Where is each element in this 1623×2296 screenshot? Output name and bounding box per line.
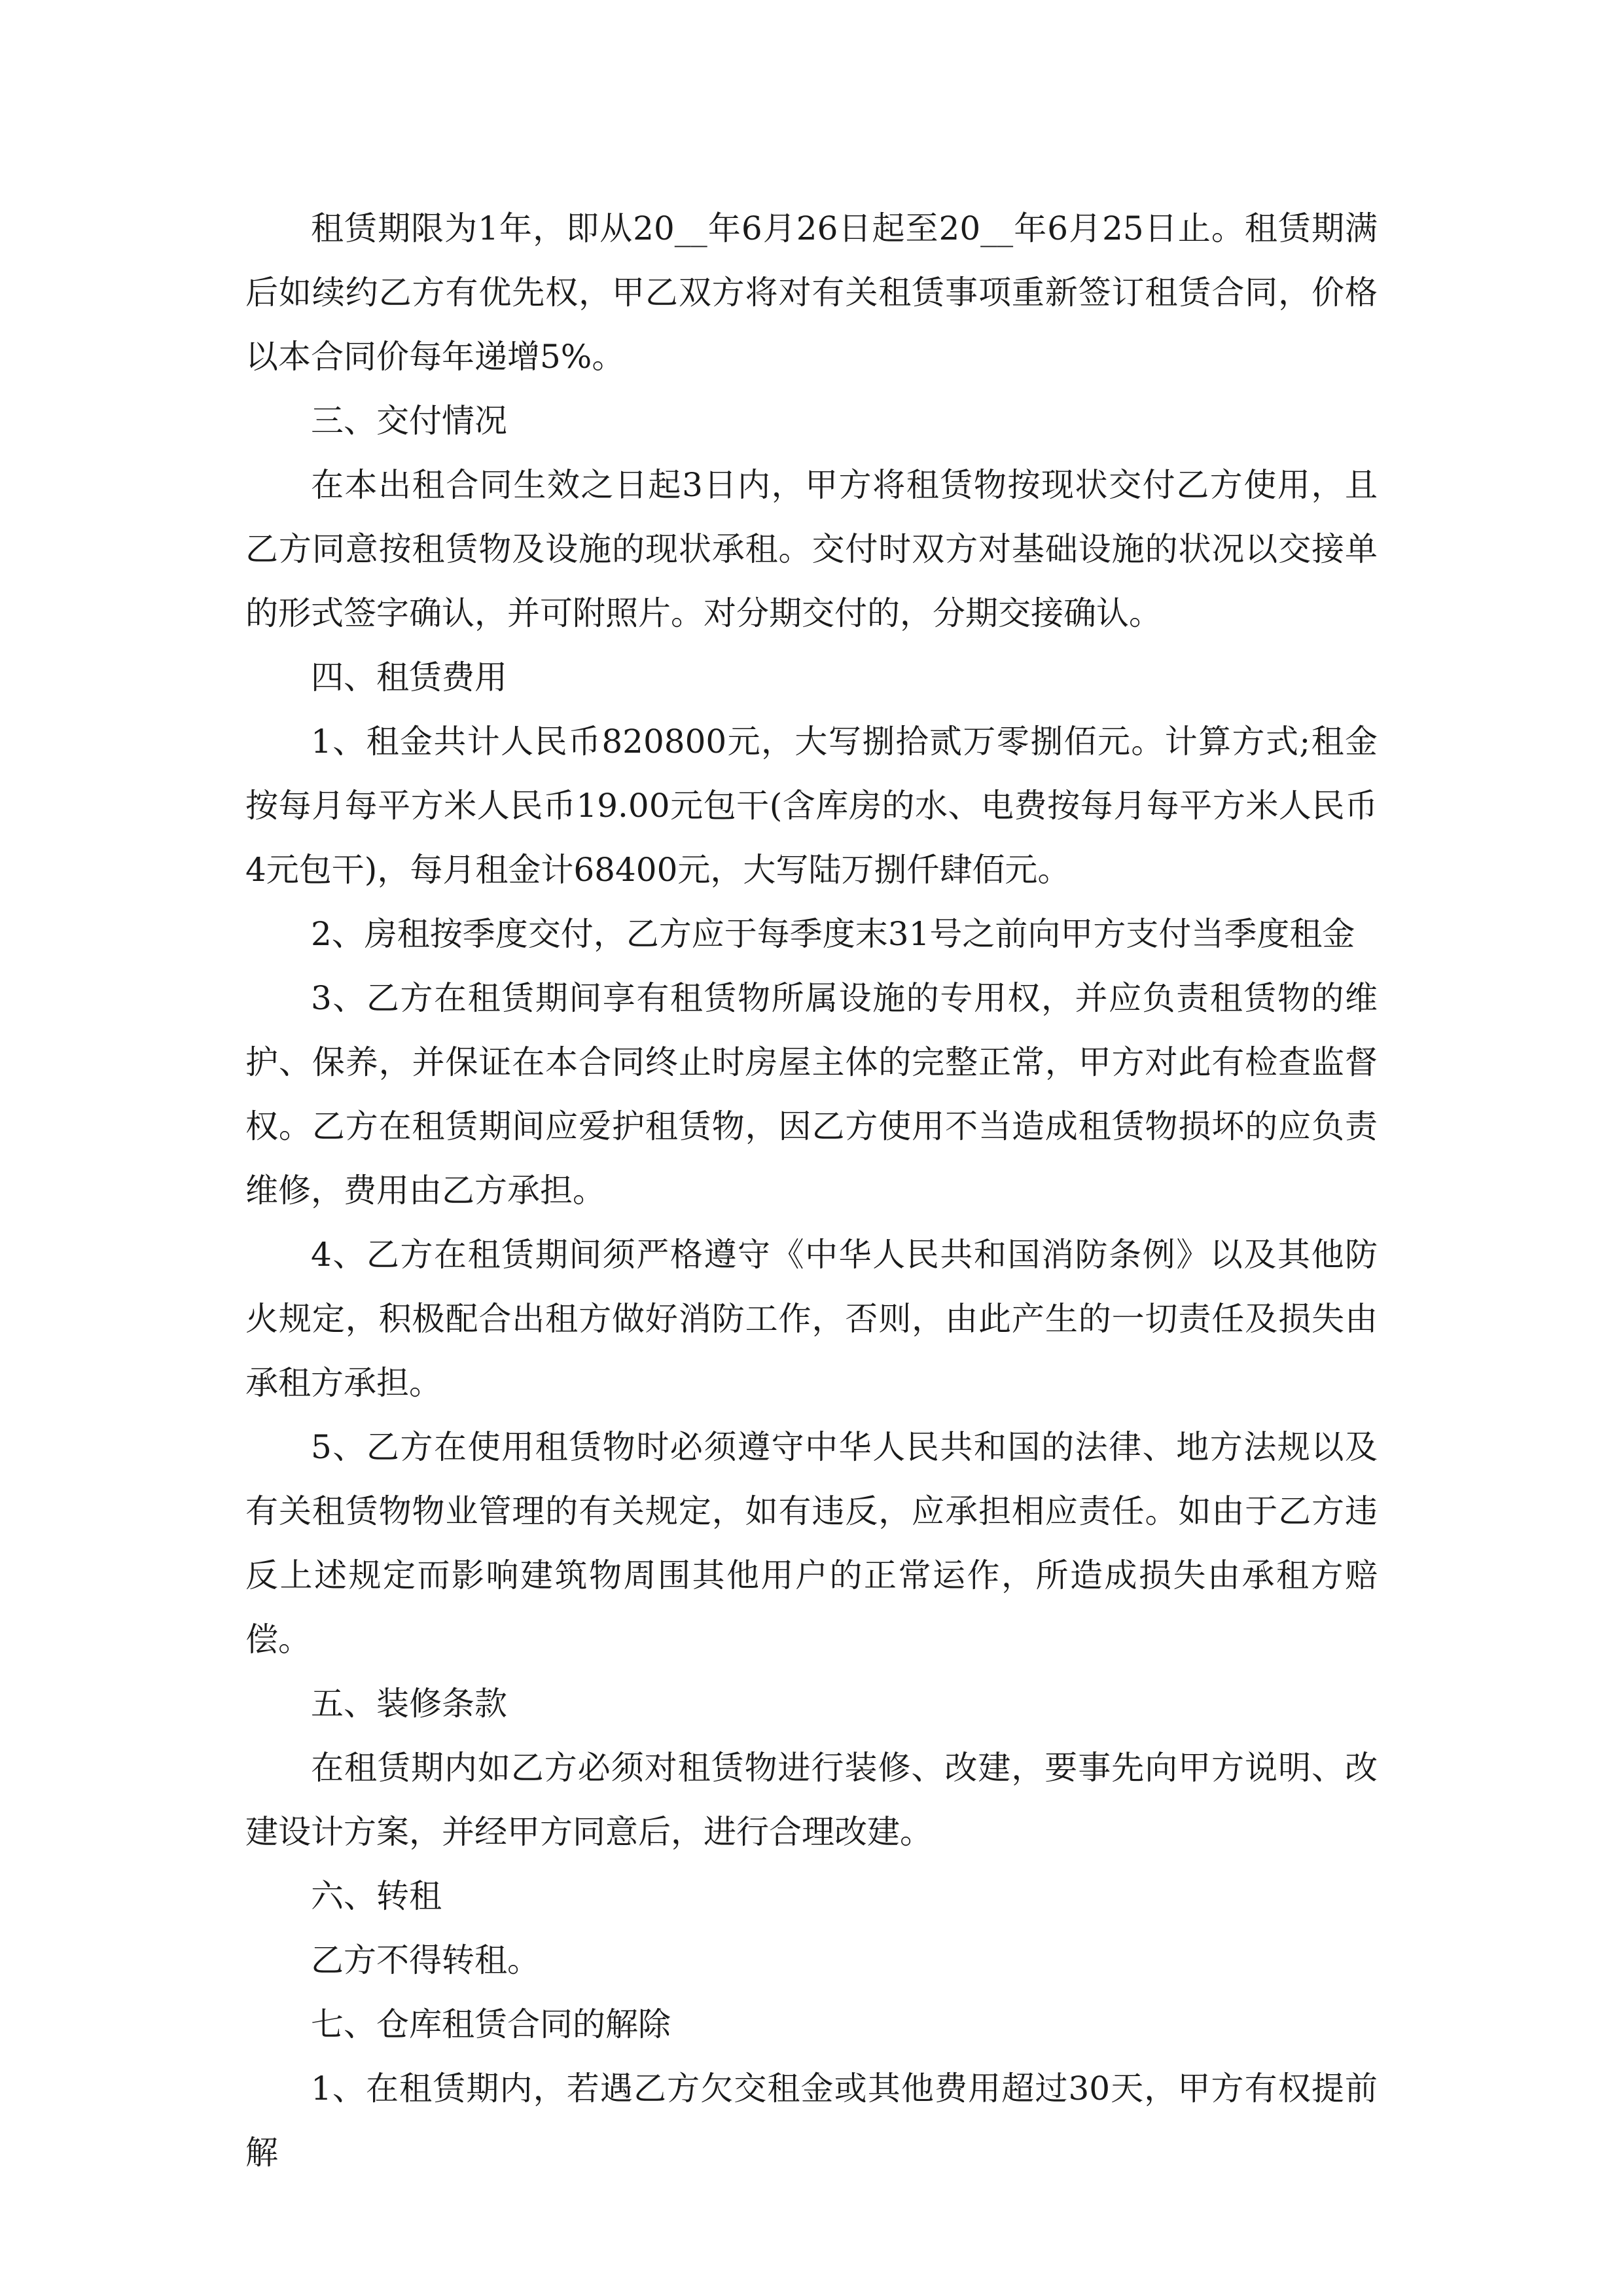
paragraph-lease-term: 租赁期限为1年，即从20__年6月26日起至20__年6月25日止。租赁期满后如续约乙方有优先权，甲乙双方将对有关租赁事项重新签订租赁合同，价格以本合同价每年递增5%。 <box>245 209 1378 376</box>
heading-decoration: 五、装修条款 <box>311 1685 507 1723</box>
paragraph-fee-4: 4、乙方在租赁期间须严格遵守《中华人民共和国消防条例》以及其他防火规定，积极配合出租方做好消防工作，否则，由此产生的一切责任及损失由承租方承担。 <box>245 1236 1378 1402</box>
paragraph-fee-2: 2、房租按季度交付，乙方应于每季度末31号之前向甲方支付当季度租金 <box>311 915 1355 953</box>
paragraph-sublease: 乙方不得转租。 <box>311 1941 540 1979</box>
heading-delivery: 三、交付情况 <box>311 402 507 440</box>
paragraph-decoration: 在租赁期内如乙方必须对租赁物进行装修、改建，要事先向甲方说明、改建设计方案，并经甲方同意后，进行合理改建。 <box>245 1749 1378 1851</box>
paragraph-delivery: 在本出租合同生效之日起3日内，甲方将租赁物按现状交付乙方使用，且乙方同意按租赁物及设施的现状承租。交付时双方对基础设施的状况以交接单的形式签字确认，并可附照片。对分期交付的，分期交接确认。 <box>245 466 1378 632</box>
paragraph-fee-5: 5、乙方在使用租赁物时必须遵守中华人民共和国的法律、地方法规以及有关租赁物物业管理的有关规定，如有违反，应承担相应责任。如由于乙方违反上述规定而影响建筑物周围其他用户的正常运作，所造成损失由承租方赔偿。 <box>245 1428 1378 1659</box>
heading-termination: 七、仓库租赁合同的解除 <box>311 2005 671 2043</box>
paragraph-fee-1: 1、租金共计人民币820800元，大写捌拾贰万零捌佰元。计算方式;租金按每月每平方米人民币19.00元包干(含库房的水、电费按每月每平方米人民币4元包干)，每月租金计68400元，大写陆万捌仟肆佰元。 <box>245 723 1378 889</box>
heading-lease-fees: 四、租赁费用 <box>311 658 507 696</box>
paragraph-fee-3: 3、乙方在租赁期间享有租赁物所属设施的专用权，并应负责租赁物的维护、保养，并保证在本合同终止时房屋主体的完整正常，甲方对此有检查监督权。乙方在租赁期间应爱护租赁物，因乙方使用不当造成租赁物损坏的应负责维修，费用由乙方承担。 <box>245 979 1378 1210</box>
document-body <box>245 196 1378 2185</box>
heading-sublease: 六、转租 <box>311 1877 442 1915</box>
paragraph-termination-1: 1、在租赁期内，若遇乙方欠交租金或其他费用超过30天，甲方有权提前解 <box>245 2070 1378 2172</box>
